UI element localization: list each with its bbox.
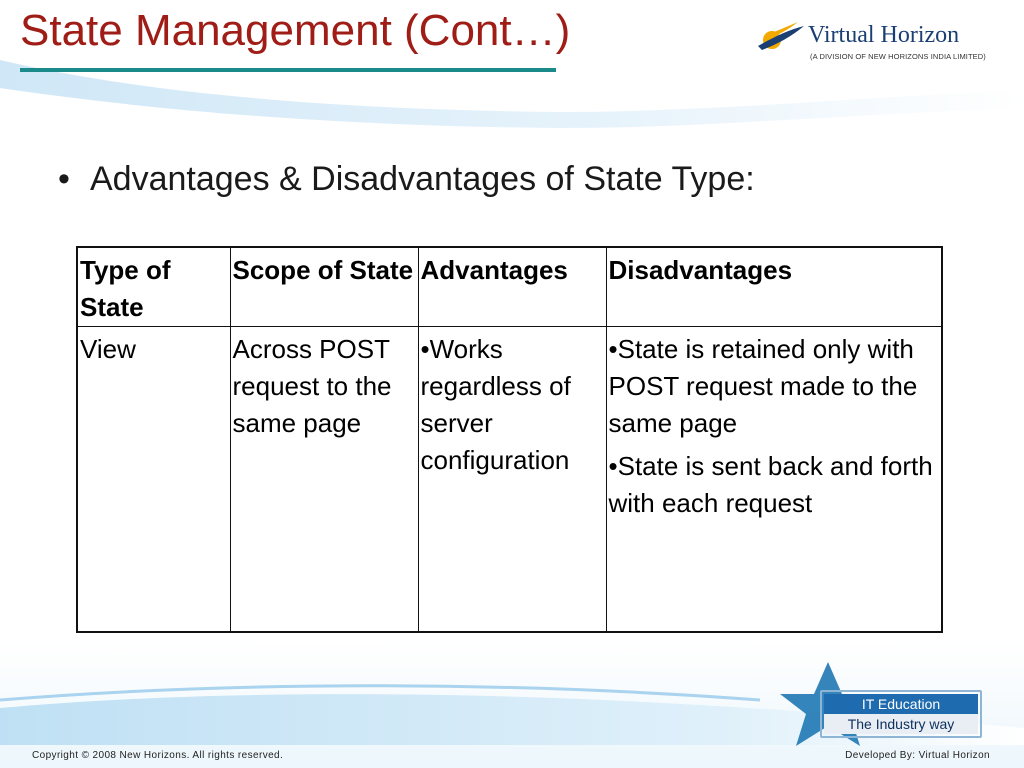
bullet-dot: • (58, 160, 70, 198)
bullet-point (58, 160, 755, 199)
advantage-item: •Works regardless of server configuration (420, 334, 571, 475)
it-education-badge (824, 690, 984, 738)
header-type-of-state: Type of State (77, 247, 230, 327)
cell-disadvantages (606, 327, 942, 633)
cell-advantages (418, 327, 606, 633)
disadvantage-item: •State is sent back and forth with each request (608, 451, 933, 518)
cell-scope: Across POST request to the same page (230, 327, 418, 633)
brand-logo-block (754, 20, 994, 68)
table-header-row (77, 247, 942, 327)
state-comparison-table (76, 246, 943, 633)
header-advantages: Advantages (418, 247, 606, 327)
cell-type: View (77, 327, 230, 633)
slide-title: State Management (Cont…) (20, 6, 571, 55)
disadvantage-item: •State is retained only with POST request made to the same page (608, 334, 918, 438)
badge-line-1: IT Education (824, 694, 978, 714)
header-scope-of-state: Scope of State (230, 247, 418, 327)
footer-developed-by: Developed By: Virtual Horizon (845, 750, 990, 761)
brand-subtitle: (A DIVISION OF NEW HORIZONS INDIA LIMITED) (810, 52, 986, 61)
swift-bird-logo-icon (754, 20, 806, 60)
bullet-text: Advantages & Disadvantages of State Type: (90, 160, 755, 198)
badge-line-2: The Industry way (824, 714, 978, 734)
footer-copyright: Copyright © 2008 New Horizons. All rights reserved. (32, 750, 284, 761)
table-row (77, 327, 942, 633)
brand-name: Virtual Horizon (808, 22, 960, 48)
header-disadvantages: Disadvantages (606, 247, 942, 327)
